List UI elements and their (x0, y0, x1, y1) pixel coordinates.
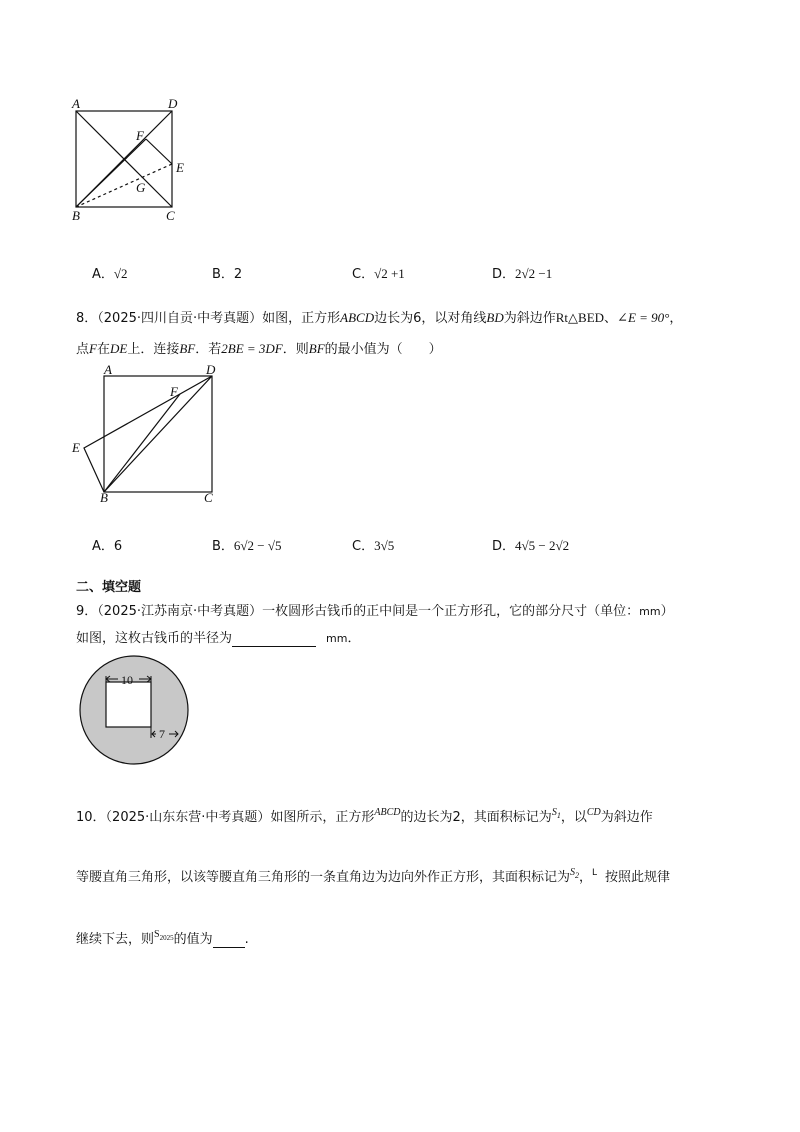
q8-line-2: 点F在DE上．连接BF．若2BE = 3DF．则BF的最小值为（ ） (76, 341, 442, 357)
q8-option-a: A．6 (92, 539, 123, 554)
fig7-label-f: F (136, 128, 144, 143)
fig9-label-seven: 7 (159, 727, 165, 741)
q9-line-1: 9．（2025·江苏南京·中考真题）一枚圆形古钱币的正中间是一个正方形孔，它的部分尺寸（单位：mm） (76, 604, 674, 619)
q8-line-1: 8．（2025·四川自贡·中考真题）如图，正方形ABCD边长为6，以对角线BD为斜边作Rt△BED、∠E = 90°， (76, 310, 683, 326)
q9-answer-blank[interactable] (232, 631, 316, 647)
fig8-label-d: D (206, 362, 216, 377)
fig7-label-e: E (176, 160, 184, 175)
figure-q8 (66, 362, 226, 504)
q8-option-d: D．4√5 − 2√2 (492, 538, 570, 554)
figure-q9-coin (70, 654, 200, 766)
fig9-label-ten: 10 (121, 673, 133, 687)
fig7-label-c: C (166, 208, 175, 223)
fig8-label-b: B (100, 490, 108, 504)
fig8-label-c: C (204, 490, 213, 504)
q10-line-3: 继续下去，则$^{S_{2025}}$的值为 . (76, 929, 249, 947)
fig7-label-b: B (72, 208, 80, 223)
q7-option-a: A．√2 (92, 266, 128, 282)
fig8-label-a: A (104, 362, 112, 377)
fig7-label-a: A (72, 96, 80, 111)
q8-option-b: B．6√2 − √5 (212, 538, 282, 554)
q9-line-2: 如图，这枚古钱币的半径为 mm． (76, 631, 361, 646)
section-heading: 二、填空题 (76, 580, 142, 595)
fig8-label-f: F (170, 384, 178, 399)
q10-line-1: 10．（2025·山东东营·中考真题）如图所示，正方形$^{ABCD}$的边长为2，其面积标记为$^{S_1}$，以$^{CD}$为斜边作 (76, 807, 653, 825)
figure-q7 (66, 94, 196, 226)
fig8-label-e: E (72, 440, 80, 455)
q7-option-c: C．√2 +1 (352, 266, 405, 282)
q7-option-b: B．2 (212, 267, 243, 282)
fig7-label-d: D (168, 96, 178, 111)
q10-line-2: 等腰直角三角形，以该等腰直角三角形的一条直角边为边向外作正方形，其面积标记为$^{S_2}$，$^L$ 按照此规律 (76, 867, 671, 885)
q10-answer-blank[interactable] (213, 932, 245, 948)
q8-option-c: C．3√5 (352, 538, 395, 554)
q7-option-d: D．2√2 −1 (492, 266, 553, 282)
fig7-label-g: G (136, 180, 146, 195)
